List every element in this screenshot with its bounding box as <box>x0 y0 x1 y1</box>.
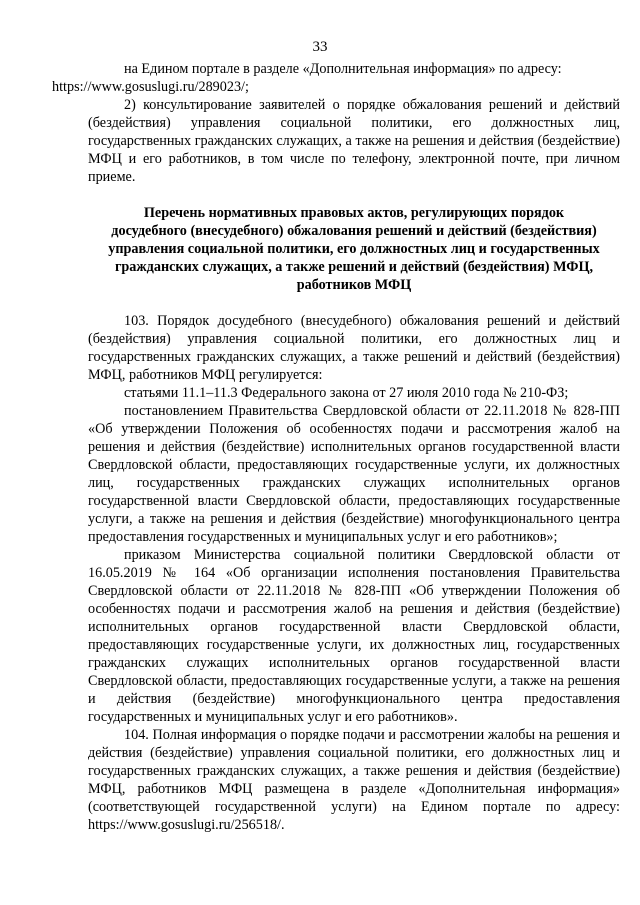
paragraph-postanovlenie: постановлением Правительства Свердловской области от 22.11.2018 № 828-ПП «Об утверждении Положения об особенностях подачи и рассмотрения жалоб на решения и действия (бездействие) исполнительных органов государственной власти Свердловской области, предоставляющих государственные услуги, их должностных лиц, государственных гражданских служащих исполнительных органов государственной власти Свердловской области, предоставляющих государственные услуги, а также на решения и действия (бездействие) многофункционального центра предоставления государственных и муниципальных услуг и его работников»; <box>88 403 620 545</box>
paragraph-103: 103. Порядок досудебного (внесудебного) обжалования решений и действий (бездействия) управления социальной политики, его должностных лиц и государственных гражданских служащих, а также решений и действий (бездействия) МФЦ, работников МФЦ регулируется: <box>88 313 620 383</box>
paragraph-104: 104. Полная информация о порядке подачи и рассмотрении жалобы на решения и действия (бездействие) управления социальной политики, его должностных лиц и государственных гражданских служащих, а также решения и действия (бездействие) МФЦ, работников МФЦ размещена в разделе «Дополнительная информация» (соответствующей государственной услуги) на Едином портале по адресу: https://www.gosuslugi.ru/256518/. <box>88 727 620 833</box>
intro-paragraph-2: 2) консультирование заявителей о порядке обжалования решений и действий (бездействия) управления социальной политики, его должностных лиц, государственных гражданских служащих, а также на решения и действия (бездействие) МФЦ и его работников, в том числе по телефону, электронной почте, при личном приеме. <box>88 97 620 185</box>
heading-line: Перечень нормативных правовых актов, регулирующих порядок <box>143 205 565 221</box>
heading-line: управления социальной политики, его должностных лиц и государственных <box>108 241 600 257</box>
heading-line: досудебного (внесудебного) обжалования решений и действий (бездействия) <box>111 223 597 239</box>
page-number: 33 <box>312 39 328 55</box>
heading-line: работников МФЦ <box>296 277 412 293</box>
section-heading <box>88 204 620 294</box>
paragraph-federal-law: статьями 11.1–11.3 Федерального закона от 27 июля 2010 года № 210-ФЗ; <box>124 385 569 401</box>
gosuslugi-link-289023: https://www.gosuslugi.ru/289023/; <box>52 79 249 95</box>
intro-paragraph-1 <box>52 60 620 96</box>
document-body <box>52 60 620 834</box>
intro-paragraph-1-text: на Едином портале в разделе «Дополнительная информация» по адресу: <box>124 61 562 77</box>
heading-line: гражданских служащих, а также решений и действий (бездействия) МФЦ, <box>114 259 594 275</box>
paragraph-prikaz: приказом Министерства социальной политики Свердловской области от 16.05.2019 № 164 «Об организации исполнения постановления Правительства Свердловской области от 22.11.2018 № 828-ПП «Об утверждении Положения об особенностях подачи и рассмотрения жалоб на решения и действия (бездействие) исполнительных органов государственной власти Свердловской области, предоставляющих государственные услуги, их должностных лиц, государственных гражданских служащих исполнительных органов государственной власти Свердловской области, предоставляющих государственные услуги, а также на решения и действия (бездействие) многофункционального центра предоставления государственных и муниципальных услуг и его работников». <box>88 547 620 725</box>
